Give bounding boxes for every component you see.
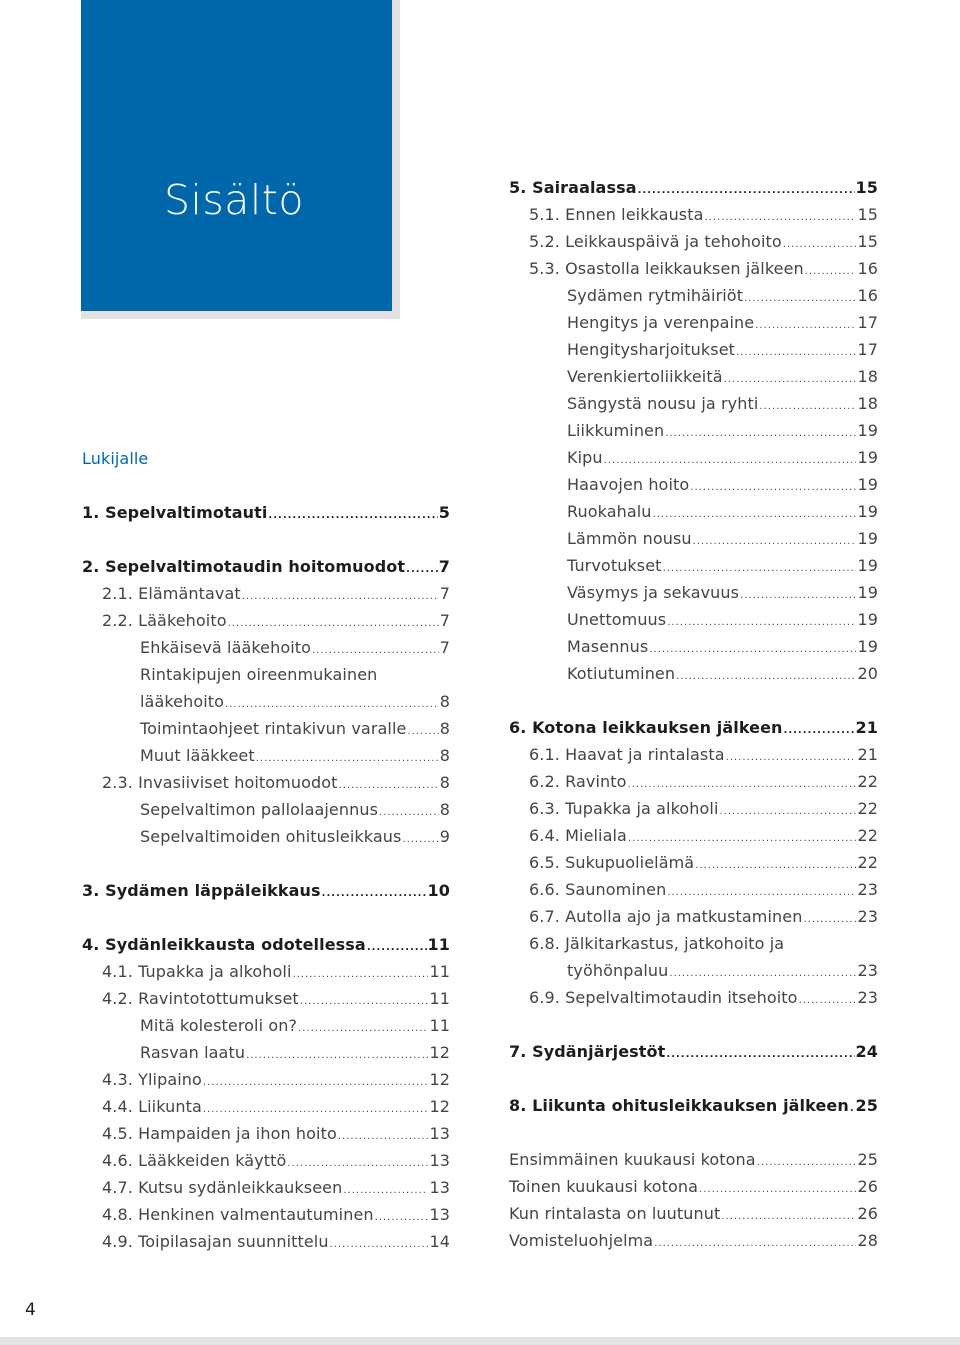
toc-leader-dots [667,609,856,636]
toc-leader-dots [228,610,439,637]
toc-entry[interactable] [509,552,878,579]
toc-entry[interactable] [82,769,450,796]
toc-entry-label: Väsymys ja sekavuus [567,583,740,602]
toc-entry-label: 2.2. Lääkehoito [102,611,227,630]
toc-entry-page: 22 [857,799,878,818]
toc-entry-page: 14 [429,1232,450,1251]
toc-entry[interactable] [82,1174,450,1201]
toc-entry-page: 19 [857,421,878,440]
toc-leader-dots [300,988,429,1015]
toc-entry-label: 6. Kotona leikkauksen jälkeen [509,718,783,737]
toc-entry-page: 19 [857,502,878,521]
toc-entry-page: 19 [857,637,878,656]
toc-chapter-entry[interactable] [509,714,878,741]
toc-entry-page: 7 [439,638,450,657]
toc-entry-page: 19 [857,475,878,494]
toc-entry-label: Rintakipujen oireenmukainen [140,665,378,684]
toc-entry-label: 2.1. Elämäntavat [102,584,241,603]
toc-leader-dots [726,744,857,771]
toc-leader-dots [338,1123,429,1150]
toc-chapter-entry[interactable] [509,1038,878,1065]
toc-heading-entry[interactable] [82,445,450,472]
toc-entry[interactable] [82,796,450,823]
toc-leader-dots [803,906,856,933]
toc-leader-dots [693,528,857,555]
toc-entry[interactable] [509,876,878,903]
toc-entry-label: Kipu [567,448,603,467]
toc-entry[interactable] [509,525,878,552]
toc-entry[interactable] [509,795,878,822]
toc-entry[interactable] [82,1201,450,1228]
toc-entry[interactable] [509,471,878,498]
toc-entry-label: 6.1. Haavat ja rintalasta [529,745,725,764]
toc-leader-dots [312,637,439,664]
toc-entry-page: 23 [857,880,878,899]
toc-entry-page: 17 [857,313,878,332]
toc-entry[interactable] [509,255,878,282]
toc-entry-page: 7 [438,557,450,576]
toc-leader-dots [343,1177,428,1204]
toc-entry-page: 22 [857,826,878,845]
toc-entry-label: Rasvan laatu [140,1043,246,1062]
toc-leader-dots [638,177,855,204]
toc-entry-page: 25 [855,1096,878,1115]
toc-entry-label: 2.3. Invasiiviset hoitomuodot [102,773,338,792]
toc-entry-page: 13 [429,1124,450,1143]
toc-left-column [82,445,450,1255]
toc-leader-dots [799,987,857,1014]
toc-leader-dots [744,285,856,312]
toc-entry[interactable] [82,823,450,850]
toc-entry-label: 6.5. Sukupuolielämä [529,853,695,872]
toc-entry[interactable] [82,580,450,607]
toc-entry[interactable] [509,309,878,336]
toc-entry[interactable] [509,633,878,660]
toc-leader-dots [705,204,857,231]
toc-entry-label: 7. Sydänjärjestöt [509,1042,666,1061]
toc-leader-dots [287,1150,428,1177]
toc-entry[interactable] [82,688,450,715]
toc-entry[interactable] [509,201,878,228]
toc-entry[interactable] [509,984,878,1011]
toc-spacer [509,1119,878,1146]
toc-leader-dots [649,636,856,663]
toc-entry-page: 23 [857,961,878,980]
toc-entry-page: 8 [439,692,450,711]
toc-leader-dots [663,555,857,582]
toc-entry-label: Liikkuminen [567,421,665,440]
toc-entry[interactable] [509,660,878,687]
toc-entry-label: 5.3. Osastolla leikkauksen jälkeen [529,259,804,278]
toc-chapter-entry[interactable] [509,174,878,201]
toc-entry[interactable] [509,363,878,390]
toc-entry[interactable] [82,742,450,769]
toc-entry-page: 21 [855,718,878,737]
toc-entry-page: 11 [429,989,450,1008]
toc-entry[interactable] [82,1147,450,1174]
toc-entry-label: Turvotukset [567,556,662,575]
toc-entry-page: 9 [439,827,450,846]
toc-entry[interactable] [509,957,878,984]
toc-entry-page: 11 [427,935,450,954]
toc-entry-label: 2. Sepelvaltimotaudin hoitomuodot [82,557,406,576]
toc-entry-page: 22 [857,853,878,872]
toc-entry-label: Kun rintalasta on luutunut [509,1204,721,1223]
toc-leader-dots [721,1203,856,1230]
toc-entry[interactable] [509,930,878,957]
toc-entry-label: Toinen kuukausi kotona [509,1177,699,1196]
toc-entry[interactable] [509,849,878,876]
toc-entry-page: 26 [857,1204,878,1223]
toc-leader-dots [850,1095,855,1122]
toc-entry[interactable] [82,1039,450,1066]
toc-entry-page: 13 [429,1151,450,1170]
toc-entry-page: 21 [857,745,878,764]
toc-entry-label: Sängystä nousu ja ryhti [567,394,759,413]
toc-entry-label: työhönpaluu [567,961,669,980]
toc-entry[interactable] [82,958,450,985]
toc-entry[interactable] [509,444,878,471]
toc-leader-dots [740,582,856,609]
toc-leader-dots [720,798,857,825]
toc-entry-label: Ehkäisevä lääkehoito [140,638,312,657]
title-block [81,0,392,311]
toc-entry-label: 6.8. Jälkitarkastus, jatkohoito ja [529,934,785,953]
toc-entry[interactable] [82,634,450,661]
toc-entry-page: 17 [857,340,878,359]
toc-leader-dots [293,961,429,988]
toc-leader-dots [375,1204,429,1231]
toc-entry-label: Verenkiertoliikkeitä [567,367,723,386]
toc-leader-dots [757,1149,857,1176]
toc-entry[interactable] [509,1146,878,1173]
toc-leader-dots [665,420,856,447]
toc-entry[interactable] [509,1200,878,1227]
toc-leader-dots [604,447,857,474]
toc-leader-dots [755,312,856,339]
toc-entry-label: Ruokahalu [567,502,652,521]
toc-entry-page: 24 [855,1042,878,1061]
toc-entry-label: 5.2. Leikkauspäivä ja tehohoito [529,232,782,251]
toc-chapter-entry[interactable] [509,1092,878,1119]
toc-leader-dots [724,366,857,393]
toc-leader-dots [242,583,439,610]
toc-entry[interactable] [82,1012,450,1039]
toc-leader-dots [203,1096,429,1123]
toc-entry-page: 8 [439,773,450,792]
toc-entry-page: 7 [439,611,450,630]
toc-leader-dots [784,717,855,744]
toc-entry-page: 7 [439,584,450,603]
toc-entry[interactable] [82,1093,450,1120]
toc-entry-label: Toimintaohjeet rintakivun varalle [140,719,407,738]
toc-entry-label: Ensimmäinen kuukausi kotona [509,1150,756,1169]
toc-leader-dots [268,502,437,529]
toc-spacer [82,472,450,499]
toc-entry-page: 12 [429,1097,450,1116]
toc-entry[interactable] [509,282,878,309]
bottom-rule [0,1337,960,1345]
toc-entry-label: 3. Sydämen läppäleikkaus [82,881,321,900]
toc-entry-label: Sepelvaltimoiden ohitusleikkaus [140,827,402,846]
toc-entry[interactable] [82,1066,450,1093]
toc-leader-dots [699,1176,856,1203]
toc-leader-dots [256,745,439,772]
toc-entry-page: 8 [439,800,450,819]
toc-entry-label: Lukijalle [82,449,149,468]
toc-entry-page: 18 [857,394,878,413]
toc-entry-page: 10 [427,881,450,900]
toc-entry-label: 4.2. Ravintotottumukset [102,989,299,1008]
toc-chapter-entry[interactable] [82,877,450,904]
toc-entry-page: 23 [857,907,878,926]
toc-leader-dots [407,718,438,745]
toc-spacer [82,526,450,553]
toc-entry[interactable] [509,822,878,849]
toc-entry-label: Sydämen rytmihäiriöt [567,286,744,305]
toc-leader-dots [805,258,857,285]
toc-entry-label: 4.4. Liikunta [102,1097,202,1116]
toc-leader-dots [628,825,856,852]
page-title: Sisältö [164,176,304,224]
toc-entry-label: 5. Sairaalassa [509,178,637,197]
toc-leader-dots [246,1042,428,1069]
toc-entry[interactable] [82,607,450,634]
toc-entry-page: 19 [857,529,878,548]
toc-entry[interactable] [82,1120,450,1147]
toc-entry-page: 28 [857,1231,878,1250]
toc-entry-label: 6.3. Tupakka ja alkoholi [529,799,719,818]
toc-entry-label: Muut lääkkeet [140,746,255,765]
toc-entry[interactable] [509,498,878,525]
toc-entry[interactable] [509,228,878,255]
toc-leader-dots [736,339,856,366]
toc-entry-page: 15 [857,232,878,251]
toc-leader-dots [367,934,427,961]
toc-leader-dots [690,474,856,501]
toc-leader-dots [203,1069,429,1096]
toc-entry[interactable] [509,417,878,444]
toc-entry-page: 8 [439,746,450,765]
toc-leader-dots [298,1015,428,1042]
toc-leader-dots [669,960,856,987]
toc-entry[interactable] [509,1173,878,1200]
toc-leader-dots [225,691,439,718]
toc-entry-page: 19 [857,583,878,602]
toc-entry[interactable] [82,985,450,1012]
toc-entry-label: 4.9. Toipilasajan suunnittelu [102,1232,329,1251]
toc-entry-label: 4.6. Lääkkeiden käyttö [102,1151,287,1170]
title-block-shadow-bottom [81,311,400,319]
toc-entry-label: Hengitysharjoitukset [567,340,736,359]
toc-leader-dots [322,880,427,907]
toc-entry-page: 22 [857,772,878,791]
toc-entry-label: Kotiutuminen [567,664,676,683]
toc-leader-dots [666,1041,854,1068]
toc-entry[interactable] [82,661,450,688]
toc-entry-label: Lämmön nousu [567,529,692,548]
toc-entry-label: Hengitys ja verenpaine [567,313,755,332]
toc-entry-label: Masennus [567,637,649,656]
toc-leader-dots [667,879,856,906]
toc-entry-label: Haavojen hoito [567,475,690,494]
toc-entry-page: 19 [857,448,878,467]
toc-entry[interactable] [509,606,878,633]
toc-entry-page: 12 [429,1043,450,1062]
toc-entry[interactable] [82,715,450,742]
toc-entry-page: 11 [429,1016,450,1035]
toc-entry-page: 11 [429,962,450,981]
toc-entry-page: 18 [857,367,878,386]
toc-entry-page: 15 [855,178,878,197]
toc-entry-page: 16 [857,259,878,278]
toc-chapter-entry[interactable] [82,553,450,580]
toc-spacer [509,1011,878,1038]
toc-entry[interactable] [82,1228,450,1255]
toc-entry-page: 8 [439,719,450,738]
toc-entry-page: 20 [857,664,878,683]
toc-leader-dots [379,799,439,826]
toc-entry[interactable] [509,903,878,930]
toc-entry-page: 25 [857,1150,878,1169]
toc-leader-dots [406,556,438,583]
toc-entry-page: 13 [429,1205,450,1224]
toc-leader-dots [676,663,856,690]
toc-entry-label: 6.2. Ravinto [529,772,627,791]
toc-entry-label: Mitä kolesteroli on? [140,1016,298,1035]
toc-entry-page: 12 [429,1070,450,1089]
toc-entry-label: 4. Sydänleikkausta odotellessa [82,935,366,954]
toc-chapter-entry[interactable] [82,931,450,958]
toc-right-column [509,174,878,1254]
toc-leader-dots [339,772,439,799]
toc-entry-page: 5 [438,503,450,522]
toc-entry-label: Vomisteluohjelma [509,1231,654,1250]
toc-spacer [509,687,878,714]
toc-entry-label: Unettomuus [567,610,667,629]
toc-entry-label: 5.1. Ennen leikkausta [529,205,704,224]
toc-entry-page: 26 [857,1177,878,1196]
toc-entry-label: 6.6. Saunominen [529,880,667,899]
toc-entry-label: 6.4. Mielialа [529,826,627,845]
toc-entry[interactable] [509,336,878,363]
toc-leader-dots [654,1230,856,1257]
toc-leader-dots [330,1231,429,1258]
toc-leader-dots [759,393,856,420]
toc-entry-page: 19 [857,556,878,575]
toc-entry[interactable] [509,579,878,606]
toc-leader-dots [783,231,857,258]
toc-entry[interactable] [509,1227,878,1254]
toc-leader-dots [402,826,438,853]
toc-entry-label: lääkehoito [140,692,225,711]
toc-entry-page: 15 [857,205,878,224]
toc-entry-page: 19 [857,610,878,629]
toc-entry-label: 4.1. Tupakka ja alkoholi [102,962,292,981]
toc-entry-label: 4.8. Henkinen valmentautuminen [102,1205,374,1224]
toc-entry-label: 8. Liikunta ohitusleikkauksen jälkeen [509,1096,849,1115]
toc-entry-label: 6.7. Autolla ajo ja matkustaminen [529,907,803,926]
toc-entry[interactable] [509,768,878,795]
page-number: 4 [25,1300,36,1320]
toc-leader-dots [653,501,857,528]
toc-entry-label: Sepelvaltimon pallolaajennus [140,800,379,819]
toc-entry-page: 23 [857,988,878,1007]
toc-entry-label: 4.3. Ylipaino [102,1070,202,1089]
toc-entry-label: 4.5. Hampaiden ja ihon hoito [102,1124,337,1143]
toc-entry[interactable] [509,390,878,417]
toc-entry-label: 1. Sepelvaltimotauti [82,503,268,522]
toc-entry-label: 4.7. Kutsu sydänleikkaukseen [102,1178,343,1197]
toc-entry-page: 16 [857,286,878,305]
title-block-shadow-right [392,0,400,311]
toc-chapter-entry[interactable] [82,499,450,526]
toc-spacer [82,850,450,877]
toc-leader-dots [695,852,856,879]
toc-spacer [509,1065,878,1092]
toc-spacer [82,904,450,931]
toc-entry-page: 13 [429,1178,450,1197]
toc-leader-dots [628,771,857,798]
toc-entry-label: 6.9. Sepelvaltimotaudin itsehoito [529,988,798,1007]
toc-entry[interactable] [509,741,878,768]
